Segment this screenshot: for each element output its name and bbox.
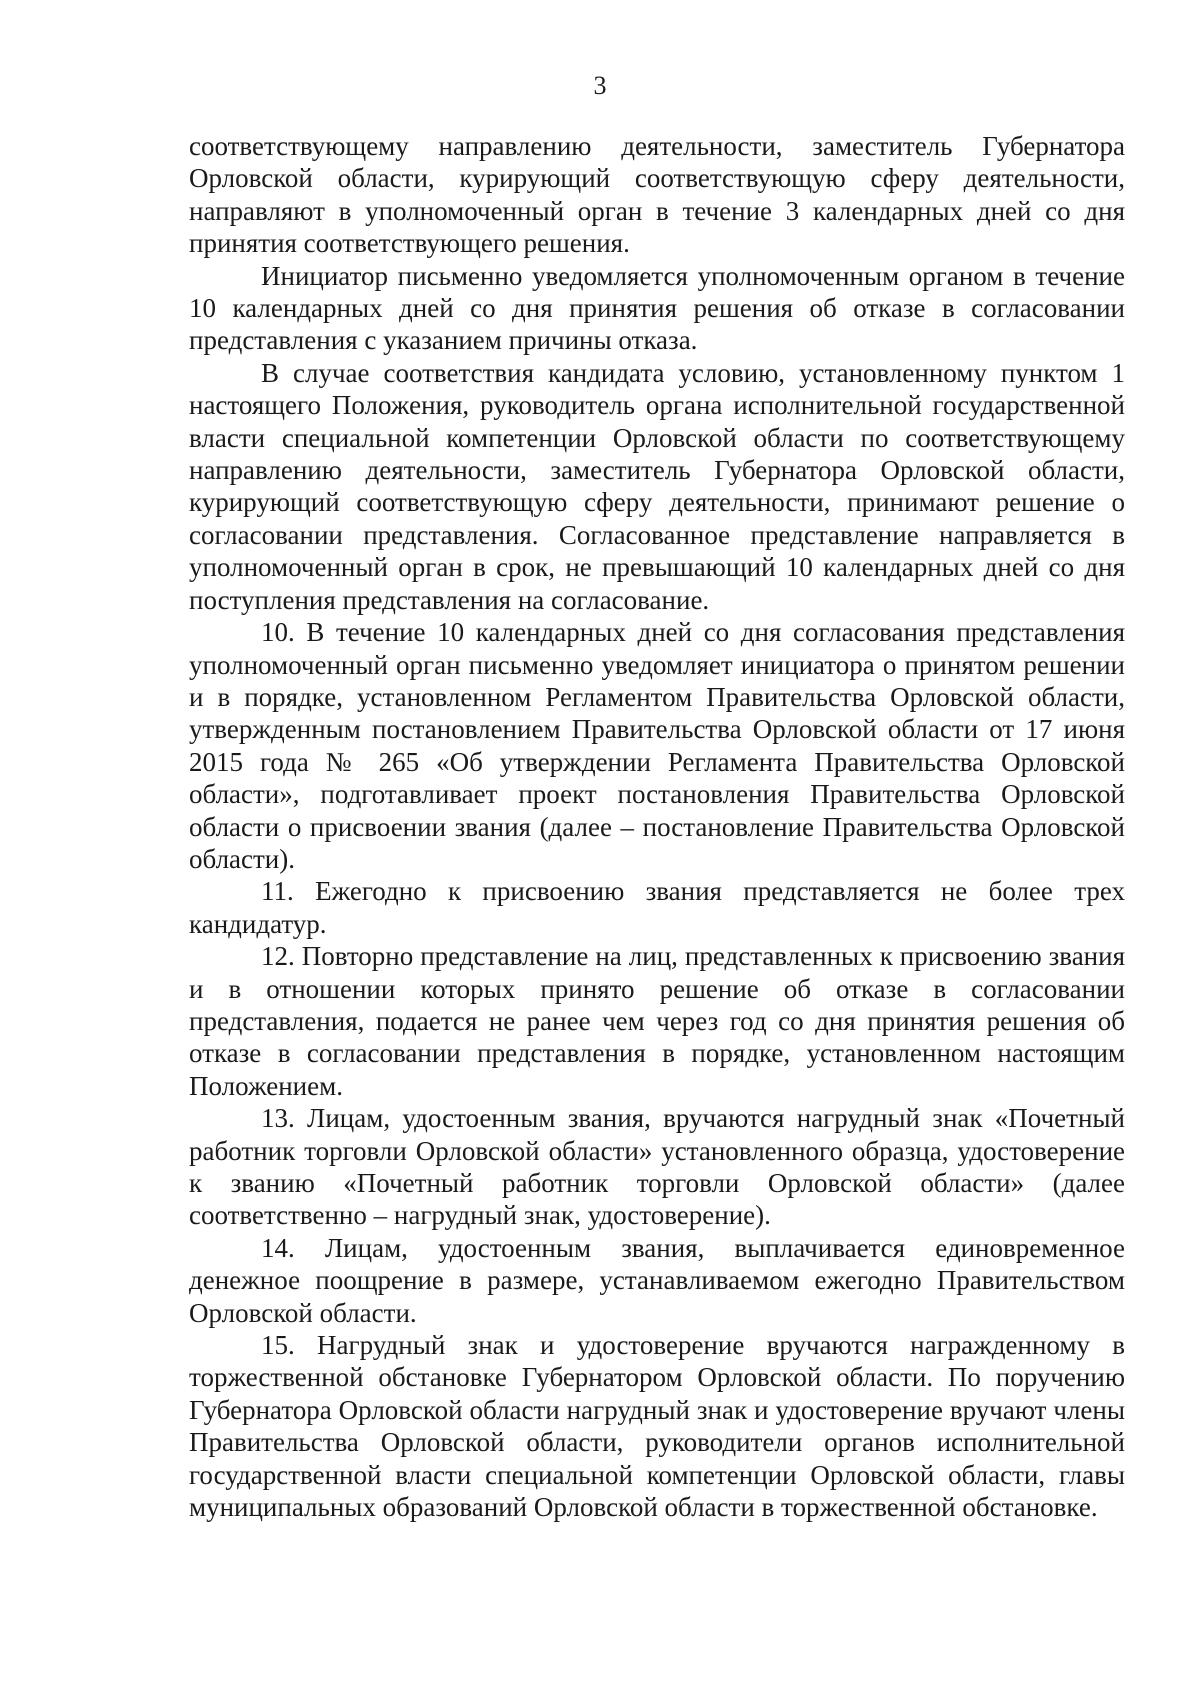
paragraph-item-12: 12. Повторно представление на лиц, представленных к присвоению звания и в отношении которых принято решение об отказе в согласовании представления, подается не ранее чем через год со дня принятия решения об отказе в согласовании представления в порядке, установленном настоящим Положением. bbox=[189, 941, 1125, 1101]
paragraph-initiator-notice: Инициатор письменно уведомляется уполномоченным органом в течение 10 календарных дней со дня принятия решения об отказе в согласовании представления с указанием причины отказа. bbox=[189, 260, 1125, 356]
page-number: 3 bbox=[593, 71, 607, 100]
paragraph-item-15: 15. Нагрудный знак и удостоверение вручаются награжденному в торжественной обстановке Губернатором Орловской области. По поручению Губернатора Орловской области нагрудный знак и удостоверение вручают члены Правительства Орловской области, руководители органов исполнительной государственной власти специальной компетенции Орловской области, главы муниципальных образований Орловской области в торжественной обстановке. bbox=[189, 1330, 1125, 1523]
paragraph-continuation: соответствующему направлению деятельности, заместитель Губернатора Орловской области, курирующий соответствующую сферу деятельности, направляют в уполномоченный орган в течение 3 календарных дней со дня принятия соответствующего решения. bbox=[189, 131, 1125, 259]
paragraph-item-13: 13. Лицам, удостоенным звания, вручаются нагрудный знак «Почетный работник торговли Орловской области» установленного образца, удостоверение к званию «Почетный работник торговли Орловской области» (далее соответственно – нагрудный знак, удостоверение). bbox=[189, 1103, 1125, 1231]
document-body bbox=[189, 130, 1125, 1523]
paragraph-candidate-approval: В случае соответствия кандидата условию, установленному пунктом 1 настоящего Положения, руководитель органа исполнительной государственной власти специальной компетенции Орловской области по соответствующему направлению деятельности, заместитель Губернатора Орловской области, курирующий соответствующую сферу деятельности, принимают решение о согласовании представления. Согласованное представление направляется в уполномоченный орган в срок, не превышающий 10 календарных дней со дня поступления представления на согласование. bbox=[189, 357, 1125, 615]
paragraph-item-14: 14. Лицам, удостоенным звания, выплачивается единовременное денежное поощрение в размере, устанавливаемом ежегодно Правительством Орловской области. bbox=[189, 1232, 1125, 1328]
paragraph-item-10: 10. В течение 10 календарных дней со дня согласования представления уполномоченный орган письменно уведомляет инициатора о принятом решении и в порядке, установленном Регламентом Правительства Орловской области, утвержденным постановлением Правительства Орловской области от 17 июня 2015 года № 265 «Об утверждении Регламента Правительства Орловской области», подготавливает проект постановления Правительства Орловской области о присвоении звания (далее – постановление Правительства Орловской области). bbox=[189, 617, 1125, 874]
paragraph-item-11: 11. Ежегодно к присвоению звания представляется не более трех кандидатур. bbox=[189, 876, 1125, 939]
